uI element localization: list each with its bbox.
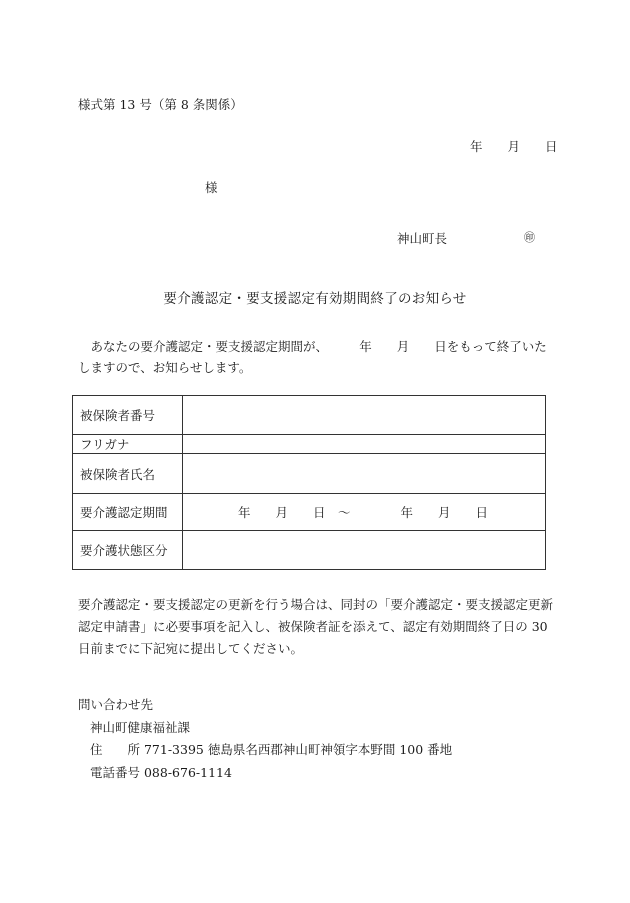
insured-info-table (72, 395, 546, 570)
row-value-insured-number (183, 396, 546, 435)
contact-address: 住 所 771-3395 徳島県名西郡神山町神領字本野間 100 番地 (90, 742, 453, 757)
row-value-insured-name (183, 454, 546, 494)
date-line: 年 月 日 (470, 139, 558, 154)
table-row (73, 494, 546, 531)
contact-heading: 問い合わせ先 (78, 697, 154, 712)
contact-phone: 電話番号 088-676-1114 (90, 764, 232, 780)
row-label-insured-name: 被保険者氏名 (73, 454, 183, 494)
table-row (73, 454, 546, 494)
issuer-name: 神山町長 (397, 231, 448, 246)
renewal-note: 要介護認定・要支援認定の更新を行う場合は、同封の「要介護認定・要支援認定更新認定申請書」に必要事項を記入し、被保険者証を添えて、認定有効期間終了日の 30 日前までに下記宛に提出してください。 (78, 597, 554, 656)
contact-block (78, 694, 452, 784)
row-label-certification-period: 要介護認定期間 (73, 494, 183, 531)
row-label-furigana: フリガナ (73, 435, 183, 454)
form-number: 様式第 13 号（第 8 条関係） (78, 97, 243, 112)
row-label-care-level: 要介護状態区分 (73, 531, 183, 570)
row-label-insured-number: 被保険者番号 (73, 396, 183, 435)
document-title: 要介護認定・要支援認定有効期間終了のお知らせ (163, 291, 467, 307)
contact-department: 神山町健康福祉課 (90, 719, 191, 735)
row-value-care-level (183, 531, 546, 570)
table-row (73, 531, 546, 570)
row-value-furigana (183, 435, 546, 454)
addressee-suffix: 様 (205, 180, 218, 195)
notice-body: あなたの要介護認定・要支援認定期間が、 年 月 日をもって終了いたしますので、お知らせします。 (78, 339, 547, 375)
table-row (73, 435, 546, 454)
seal-mark: ㊞ (524, 231, 535, 244)
table-row (73, 396, 546, 435)
row-value-certification-period: 年 月 日 ～ 年 月 日 (183, 494, 546, 531)
